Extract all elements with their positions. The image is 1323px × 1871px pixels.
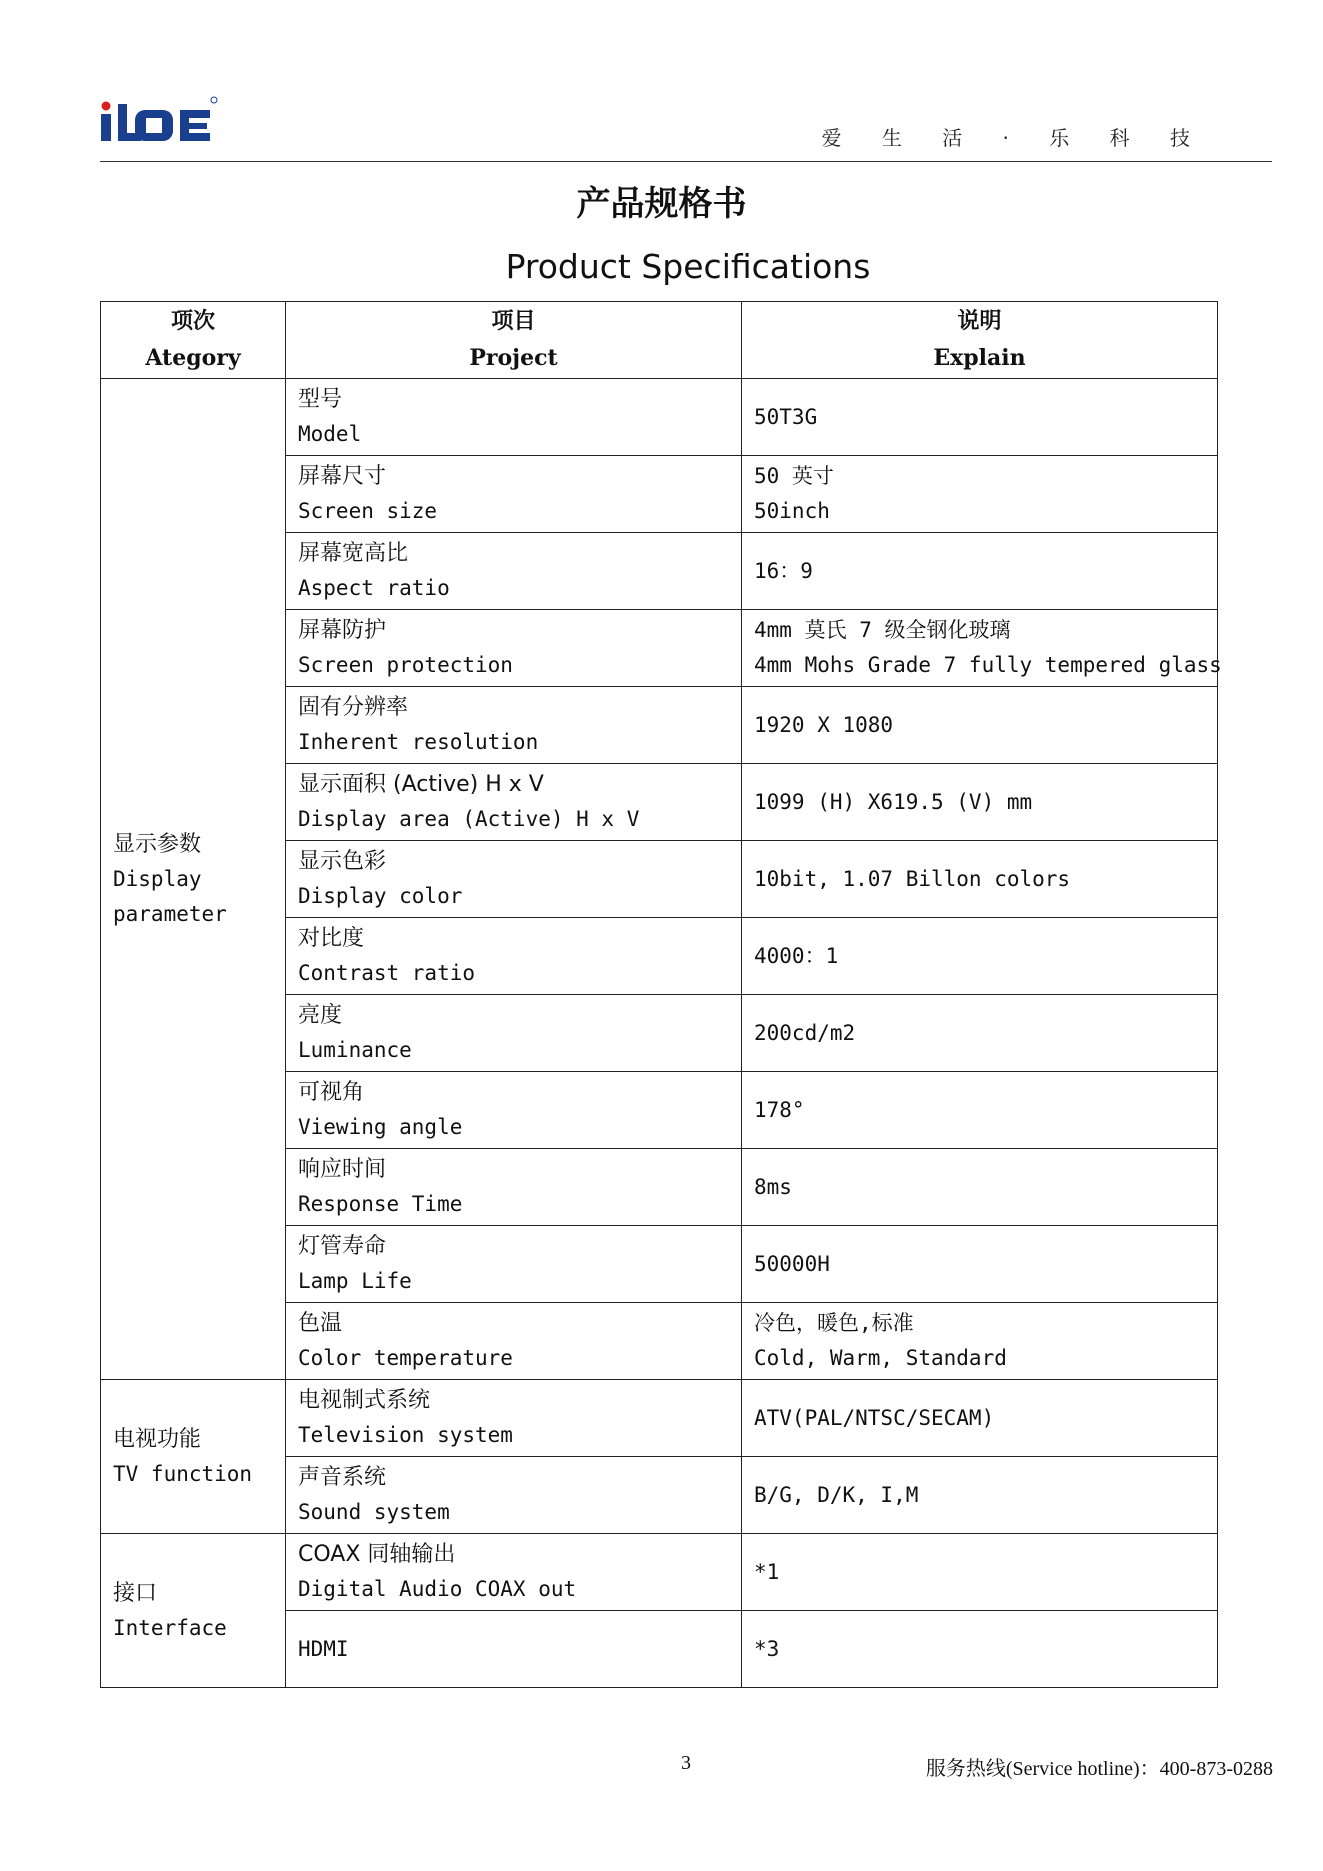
project-cell [286, 687, 742, 764]
category-cn: 接口 [113, 1580, 158, 1606]
explain-value-en: Cold, Warm, Standard [754, 1346, 1007, 1370]
project-en: Inherent resolution [298, 730, 539, 754]
project-cn: 屏幕防护 [298, 618, 387, 643]
logo-o [135, 110, 173, 141]
explain-value: 16：9 [754, 558, 813, 583]
category-en-line2: parameter [113, 901, 227, 926]
table-row [101, 1380, 1218, 1457]
explain-value: *1 [754, 1559, 780, 1584]
logo-e [180, 110, 210, 141]
project-cn: 色温 [298, 1311, 343, 1336]
explain-value: 50 英寸 [754, 464, 834, 488]
explain-cell [742, 841, 1218, 918]
project-cn: 灯管寿命 [298, 1234, 387, 1259]
table-row [101, 379, 1218, 456]
project-en: Display area (Active) H x V [298, 807, 640, 831]
explain-cell [742, 1534, 1218, 1611]
project-cn: 可视角 [298, 1080, 365, 1105]
project-en: Television system [298, 1423, 513, 1447]
project-cn: 屏幕尺寸 [298, 464, 387, 489]
spec-table [100, 301, 1222, 1688]
category-cn: 显示参数 [113, 831, 202, 857]
explain-cell [742, 764, 1218, 841]
explain-value: 200cd/m2 [754, 1020, 856, 1045]
table-row [101, 1534, 1218, 1611]
project-cn: 屏幕宽高比 [298, 541, 409, 566]
project-en: Color temperature [298, 1346, 513, 1370]
project-cell [286, 1611, 742, 1688]
header-explain: 说明 Explain [742, 302, 1218, 379]
project-cn: 显示色彩 [298, 849, 387, 874]
project-cell [286, 918, 742, 995]
project-cell [286, 1149, 742, 1226]
explain-cell [742, 1380, 1218, 1457]
explain-value: 4mm 莫氏 7 级全钢化玻璃 [754, 618, 1011, 642]
project-cell [286, 379, 742, 456]
project-cell [286, 1303, 742, 1380]
category-cn: 电视功能 [113, 1426, 202, 1452]
explain-value: 1099 (H) X619.5 (V) mm [754, 789, 1033, 814]
explain-value: B/G, D/K, I,M [754, 1482, 919, 1507]
slogan: 爱 生 活 · 乐 科 技 [821, 126, 1207, 150]
category-cell [101, 379, 286, 1380]
project-en: HDMI [298, 1636, 349, 1661]
project-en: Viewing angle [298, 1115, 463, 1139]
page-title-en: Product Specifications [505, 247, 871, 286]
project-en: Luminance [298, 1038, 412, 1062]
project-cell [286, 1534, 742, 1611]
category-en: Interface [113, 1615, 227, 1640]
explain-cell [742, 1303, 1218, 1380]
project-en: Aspect ratio [298, 576, 450, 600]
project-cn: 固有分辨率 [298, 695, 409, 720]
project-en: Display color [298, 884, 463, 908]
logo-dot [102, 102, 111, 111]
project-cn: COAX 同轴输出 [298, 1542, 456, 1567]
explain-value: 50000H [754, 1251, 830, 1276]
project-en: Response Time [298, 1192, 463, 1216]
project-cn: 型号 [298, 387, 343, 412]
project-cell [286, 995, 742, 1072]
project-en: Model [298, 422, 362, 446]
explain-value-en: 50inch [754, 499, 830, 523]
project-en: Lamp Life [298, 1269, 412, 1293]
project-cell [286, 764, 742, 841]
project-cell [286, 1226, 742, 1303]
explain-cell [742, 1149, 1218, 1226]
project-cell [286, 1072, 742, 1149]
project-cell [286, 841, 742, 918]
project-cn: 响应时间 [298, 1157, 387, 1182]
company-logo [100, 96, 220, 152]
project-cell [286, 610, 742, 687]
project-cn: 亮度 [298, 1003, 343, 1028]
project-cn: 电视制式系统 [298, 1388, 431, 1413]
explain-cell [742, 687, 1218, 764]
explain-cell [742, 1457, 1218, 1534]
category-cell [101, 1534, 286, 1688]
logo-graphic [100, 96, 220, 152]
header-project: 项目 Project [286, 302, 742, 379]
explain-value: 1920 X 1080 [754, 712, 894, 737]
page-title-cn: 产品规格书 [576, 184, 747, 224]
explain-cell [742, 995, 1218, 1072]
project-en: Contrast ratio [298, 961, 476, 985]
project-cell [286, 533, 742, 610]
explain-value: 10bit, 1.07 Billon colors [754, 866, 1071, 891]
explain-value: 冷色，暖色,标准 [754, 1311, 914, 1335]
project-cell [286, 456, 742, 533]
explain-value: 50T3G [754, 404, 818, 429]
explain-value: 8ms [754, 1174, 792, 1199]
category-en: TV function [113, 1461, 253, 1486]
explain-value-en: 4mm Mohs Grade 7 fully tempered glass [754, 653, 1222, 677]
explain-cell [742, 456, 1218, 533]
project-en: Screen size [298, 499, 438, 523]
project-cell [286, 1380, 742, 1457]
registered-mark-icon [211, 97, 217, 103]
project-en: Sound system [298, 1500, 450, 1524]
explain-value: *3 [754, 1636, 780, 1661]
explain-cell [742, 918, 1218, 995]
explain-value: 178° [754, 1097, 805, 1122]
service-hotline: 服务热线(Service hotline)：400-873-0288 [925, 1758, 1273, 1780]
category-cell [101, 1380, 286, 1534]
page-number: 3 [681, 1752, 691, 1774]
explain-value: 4000：1 [754, 943, 839, 968]
header-divider [100, 161, 1272, 162]
explain-cell [742, 1226, 1218, 1303]
explain-cell [742, 610, 1222, 687]
explain-cell [742, 1072, 1218, 1149]
project-cn: 对比度 [298, 926, 365, 951]
project-cn: 显示面积 (Active) H x V [298, 772, 544, 797]
explain-cell [742, 379, 1218, 456]
project-cn: 声音系统 [298, 1465, 387, 1490]
table-header-row [101, 302, 1218, 379]
project-en: Screen protection [298, 653, 513, 677]
explain-cell [742, 1611, 1218, 1688]
project-cell [286, 1457, 742, 1534]
explain-value: ATV(PAL/NTSC/SECAM) [754, 1405, 995, 1430]
explain-cell [742, 533, 1218, 610]
category-en: Display [113, 866, 202, 891]
logo-i [101, 114, 111, 141]
header-category: 项次 Ategory [101, 302, 286, 379]
project-en: Digital Audio COAX out [298, 1577, 577, 1601]
